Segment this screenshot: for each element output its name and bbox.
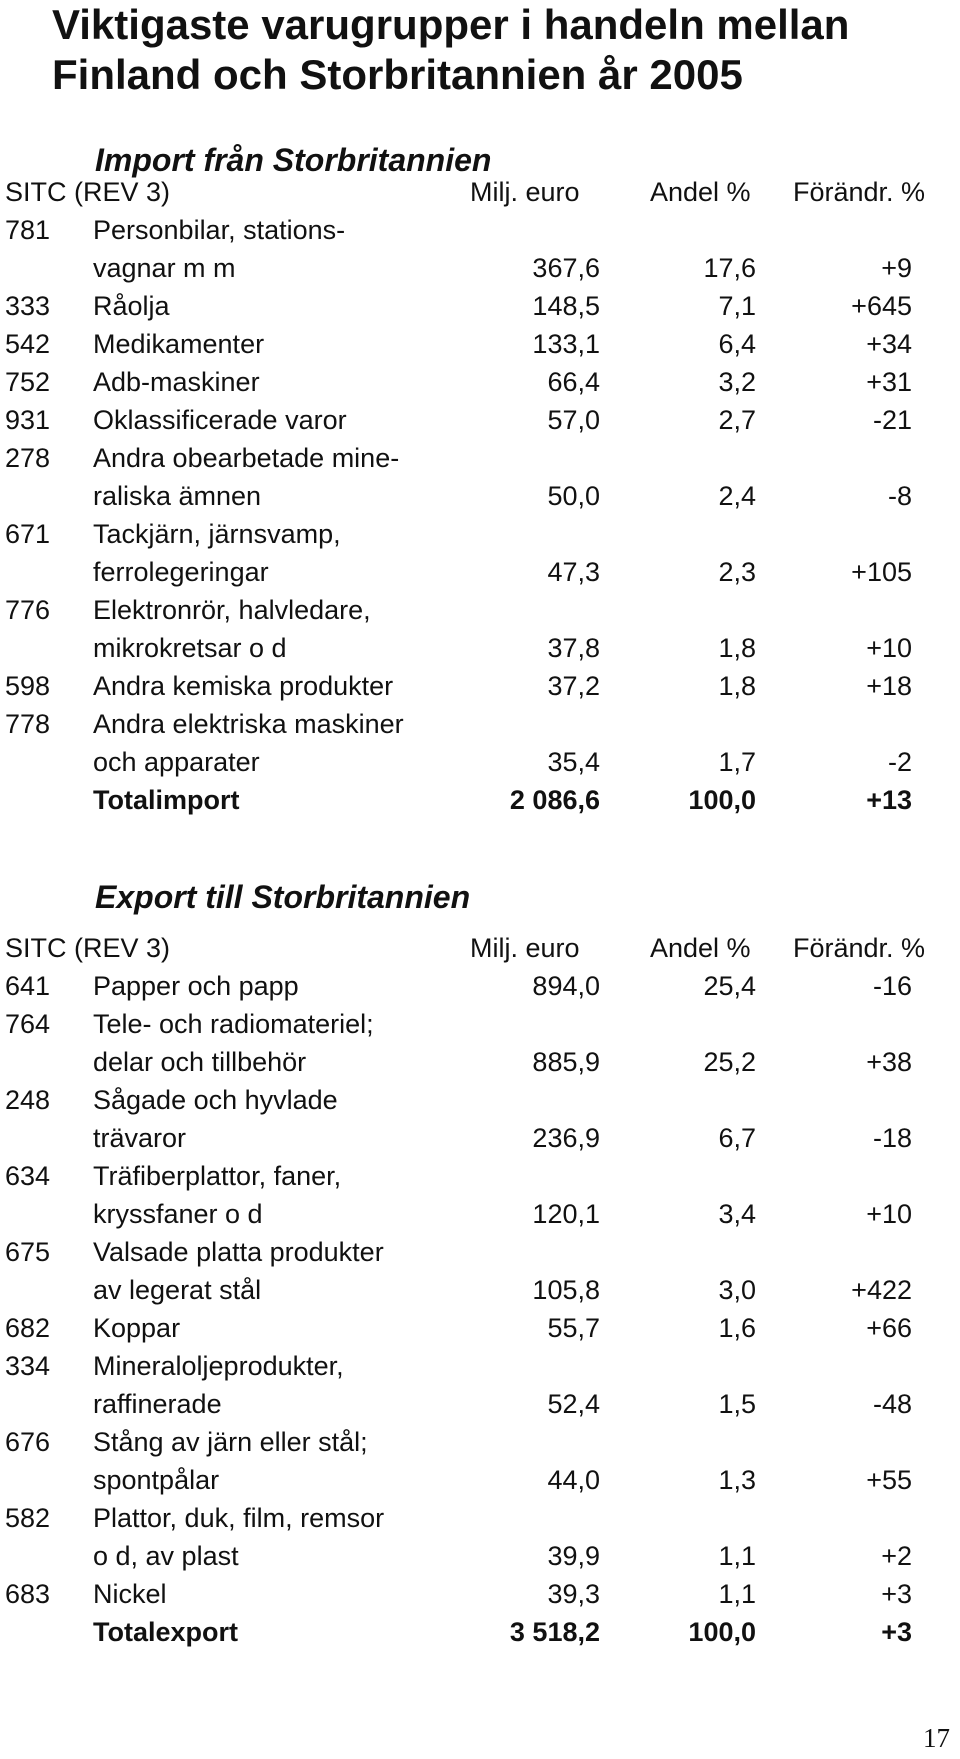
description-cont: raffinerade (93, 1389, 222, 1419)
share-cell: 1,3 (718, 1465, 756, 1495)
total-label: Totalimport (93, 785, 240, 815)
share-cell: 1,8 (718, 633, 756, 663)
table-row (0, 1233, 960, 1271)
sitc-code: 931 (5, 405, 51, 435)
change-cell: +2 (881, 1541, 912, 1571)
share-cell: 25,4 (703, 971, 756, 1001)
table-row (0, 439, 960, 477)
description-cont: spontpålar (93, 1465, 220, 1495)
change-cell: -8 (887, 481, 912, 511)
change-cell: +18 (866, 671, 912, 701)
description-cont: vagnar m m (93, 253, 236, 283)
change-cell: +10 (866, 633, 912, 663)
description: Koppar (93, 1313, 181, 1343)
share-cell: 6,4 (718, 329, 756, 359)
sitc-code: 776 (5, 595, 51, 625)
share-cell: 1,6 (718, 1313, 756, 1343)
description-cont: delar och tillbehör (93, 1047, 307, 1077)
change-cell: -2 (887, 747, 912, 777)
header-sitc: SITC (REV 3) (5, 933, 171, 963)
table-row (0, 667, 960, 705)
total-row (0, 781, 960, 819)
table-row (0, 591, 960, 629)
header-value: Milj. euro (470, 933, 580, 963)
value-cell: 236,9 (532, 1123, 600, 1153)
value-cell: 37,2 (547, 671, 600, 701)
description: Elektronrör, halvledare, (93, 595, 371, 625)
share-cell: 1,8 (718, 671, 756, 701)
description-cont: av legerat stål (93, 1275, 262, 1305)
total-share: 100,0 (688, 1617, 756, 1647)
total-value: 3 518,2 (509, 1617, 600, 1647)
value-cell: 133,1 (532, 329, 600, 359)
sitc-code: 676 (5, 1427, 51, 1457)
table-row (0, 1499, 960, 1537)
table-row (0, 705, 960, 743)
table-row-continuation (0, 1195, 960, 1233)
value-cell: 105,8 (532, 1275, 600, 1305)
sitc-code: 334 (5, 1351, 51, 1381)
total-row (0, 1613, 960, 1651)
change-cell: -48 (872, 1389, 912, 1419)
sitc-code: 598 (5, 671, 51, 701)
table-row (0, 1347, 960, 1385)
description: Stång av järn eller stål; (93, 1427, 368, 1457)
share-cell: 7,1 (718, 291, 756, 321)
table-row (0, 515, 960, 553)
table-row (0, 1309, 960, 1347)
share-cell: 2,3 (718, 557, 756, 587)
description: Oklassificerade varor (93, 405, 347, 435)
title-line-2: Finland och Storbritannien år 2005 (52, 51, 743, 98)
value-cell: 148,5 (532, 291, 600, 321)
header-share: Andel % (650, 177, 751, 207)
sitc-code: 582 (5, 1503, 51, 1533)
table-row-continuation (0, 1119, 960, 1157)
share-cell: 1,7 (718, 747, 756, 777)
change-cell: -18 (872, 1123, 912, 1153)
description-cont: och apparater (93, 747, 260, 777)
table-row-continuation (0, 1461, 960, 1499)
table-row-continuation (0, 1385, 960, 1423)
value-cell: 37,8 (547, 633, 600, 663)
header-share: Andel % (650, 933, 751, 963)
share-cell: 6,7 (718, 1123, 756, 1153)
table-row (0, 363, 960, 401)
sitc-code: 634 (5, 1161, 51, 1191)
description: Tele- och radiomateriel; (93, 1009, 374, 1039)
total-share: 100,0 (688, 785, 756, 815)
sitc-code: 675 (5, 1237, 51, 1267)
change-cell: +105 (851, 557, 912, 587)
description: Medikamenter (93, 329, 265, 359)
change-cell: +10 (866, 1199, 912, 1229)
change-cell: +66 (866, 1313, 912, 1343)
import-column-header (0, 173, 960, 211)
value-cell: 44,0 (547, 1465, 600, 1495)
description: Adb-maskiner (93, 367, 260, 397)
description: Andra elektriska maskiner (93, 709, 404, 739)
sitc-code: 278 (5, 443, 51, 473)
table-row (0, 401, 960, 439)
table-row-continuation (0, 629, 960, 667)
table-row (0, 211, 960, 249)
value-cell: 47,3 (547, 557, 600, 587)
description: Mineraloljeprodukter, (93, 1351, 344, 1381)
sitc-code: 641 (5, 971, 51, 1001)
header-value: Milj. euro (470, 177, 580, 207)
table-row-continuation (0, 1537, 960, 1575)
description: Nickel (93, 1579, 167, 1609)
sitc-code: 542 (5, 329, 51, 359)
share-cell: 25,2 (703, 1047, 756, 1077)
description: Råolja (93, 291, 170, 321)
share-cell: 3,0 (718, 1275, 756, 1305)
value-cell: 55,7 (547, 1313, 600, 1343)
description: Valsade platta produkter (93, 1237, 384, 1267)
export-column-header (0, 929, 960, 967)
total-change: +13 (866, 785, 912, 815)
share-cell: 2,4 (718, 481, 756, 511)
total-change: +3 (881, 1617, 912, 1647)
value-cell: 66,4 (547, 367, 600, 397)
description-cont: ferrolegeringar (93, 557, 269, 587)
share-cell: 1,1 (718, 1541, 756, 1571)
title-line-1: Viktigaste varugrupper i handeln mellan (52, 1, 850, 48)
table-row (0, 1005, 960, 1043)
description-cont: trävaror (93, 1123, 187, 1153)
description-cont: o d, av plast (93, 1541, 239, 1571)
value-cell: 52,4 (547, 1389, 600, 1419)
share-cell: 1,5 (718, 1389, 756, 1419)
change-cell: +31 (866, 367, 912, 397)
table-row-continuation (0, 249, 960, 287)
value-cell: 39,3 (547, 1579, 600, 1609)
description-cont: raliska ämnen (93, 481, 262, 511)
value-cell: 367,6 (532, 253, 600, 283)
share-cell: 3,2 (718, 367, 756, 397)
sitc-code: 682 (5, 1313, 51, 1343)
change-cell: +38 (866, 1047, 912, 1077)
value-cell: 120,1 (532, 1199, 600, 1229)
sitc-code: 683 (5, 1579, 51, 1609)
table-row (0, 287, 960, 325)
import-heading: Import från Storbritannien (95, 142, 492, 178)
value-cell: 57,0 (547, 405, 600, 435)
change-cell: -21 (872, 405, 912, 435)
page-title (52, 0, 952, 100)
sitc-code: 248 (5, 1085, 51, 1115)
description: Andra kemiska produkter (93, 671, 394, 701)
value-cell: 50,0 (547, 481, 600, 511)
header-change: Förändr. % (793, 177, 926, 207)
description-cont: mikrokretsar o d (93, 633, 287, 663)
value-cell: 39,9 (547, 1541, 600, 1571)
page-number: 17 (923, 1723, 950, 1753)
change-cell: +645 (851, 291, 912, 321)
share-cell: 17,6 (703, 253, 756, 283)
table-row (0, 967, 960, 1005)
table-row-continuation (0, 553, 960, 591)
header-sitc: SITC (REV 3) (5, 177, 171, 207)
description: Plattor, duk, film, remsor (93, 1503, 385, 1533)
description-cont: kryssfaner o d (93, 1199, 263, 1229)
sitc-code: 752 (5, 367, 51, 397)
sitc-code: 781 (5, 215, 51, 245)
value-cell: 894,0 (532, 971, 600, 1001)
table-row (0, 325, 960, 363)
share-cell: 1,1 (718, 1579, 756, 1609)
table-row-continuation (0, 1043, 960, 1081)
description: Papper och papp (93, 971, 299, 1001)
value-cell: 885,9 (532, 1047, 600, 1077)
sitc-code: 671 (5, 519, 51, 549)
sitc-code: 778 (5, 709, 51, 739)
total-value: 2 086,6 (509, 785, 600, 815)
share-cell: 2,7 (718, 405, 756, 435)
sitc-code: 333 (5, 291, 51, 321)
change-cell: -16 (872, 971, 912, 1001)
table-row (0, 1575, 960, 1613)
table-row (0, 1423, 960, 1461)
table-row (0, 1081, 960, 1119)
change-cell: +34 (866, 329, 912, 359)
value-cell: 35,4 (547, 747, 600, 777)
export-heading: Export till Storbritannien (95, 879, 471, 915)
table-row-continuation (0, 477, 960, 515)
table-row-continuation (0, 1271, 960, 1309)
table-row-continuation (0, 743, 960, 781)
change-cell: +9 (881, 253, 912, 283)
total-label: Totalexport (93, 1617, 239, 1647)
description: Sågade och hyvlade (93, 1085, 338, 1115)
description: Andra obearbetade mine- (93, 443, 400, 473)
description: Tackjärn, järnsvamp, (93, 519, 341, 549)
share-cell: 3,4 (718, 1199, 756, 1229)
change-cell: +3 (881, 1579, 912, 1609)
description: Träfiberplattor, faner, (93, 1161, 342, 1191)
table-row (0, 1157, 960, 1195)
change-cell: +422 (851, 1275, 912, 1305)
header-change: Förändr. % (793, 933, 926, 963)
sitc-code: 764 (5, 1009, 51, 1039)
description: Personbilar, stations- (93, 215, 346, 245)
change-cell: +55 (866, 1465, 912, 1495)
